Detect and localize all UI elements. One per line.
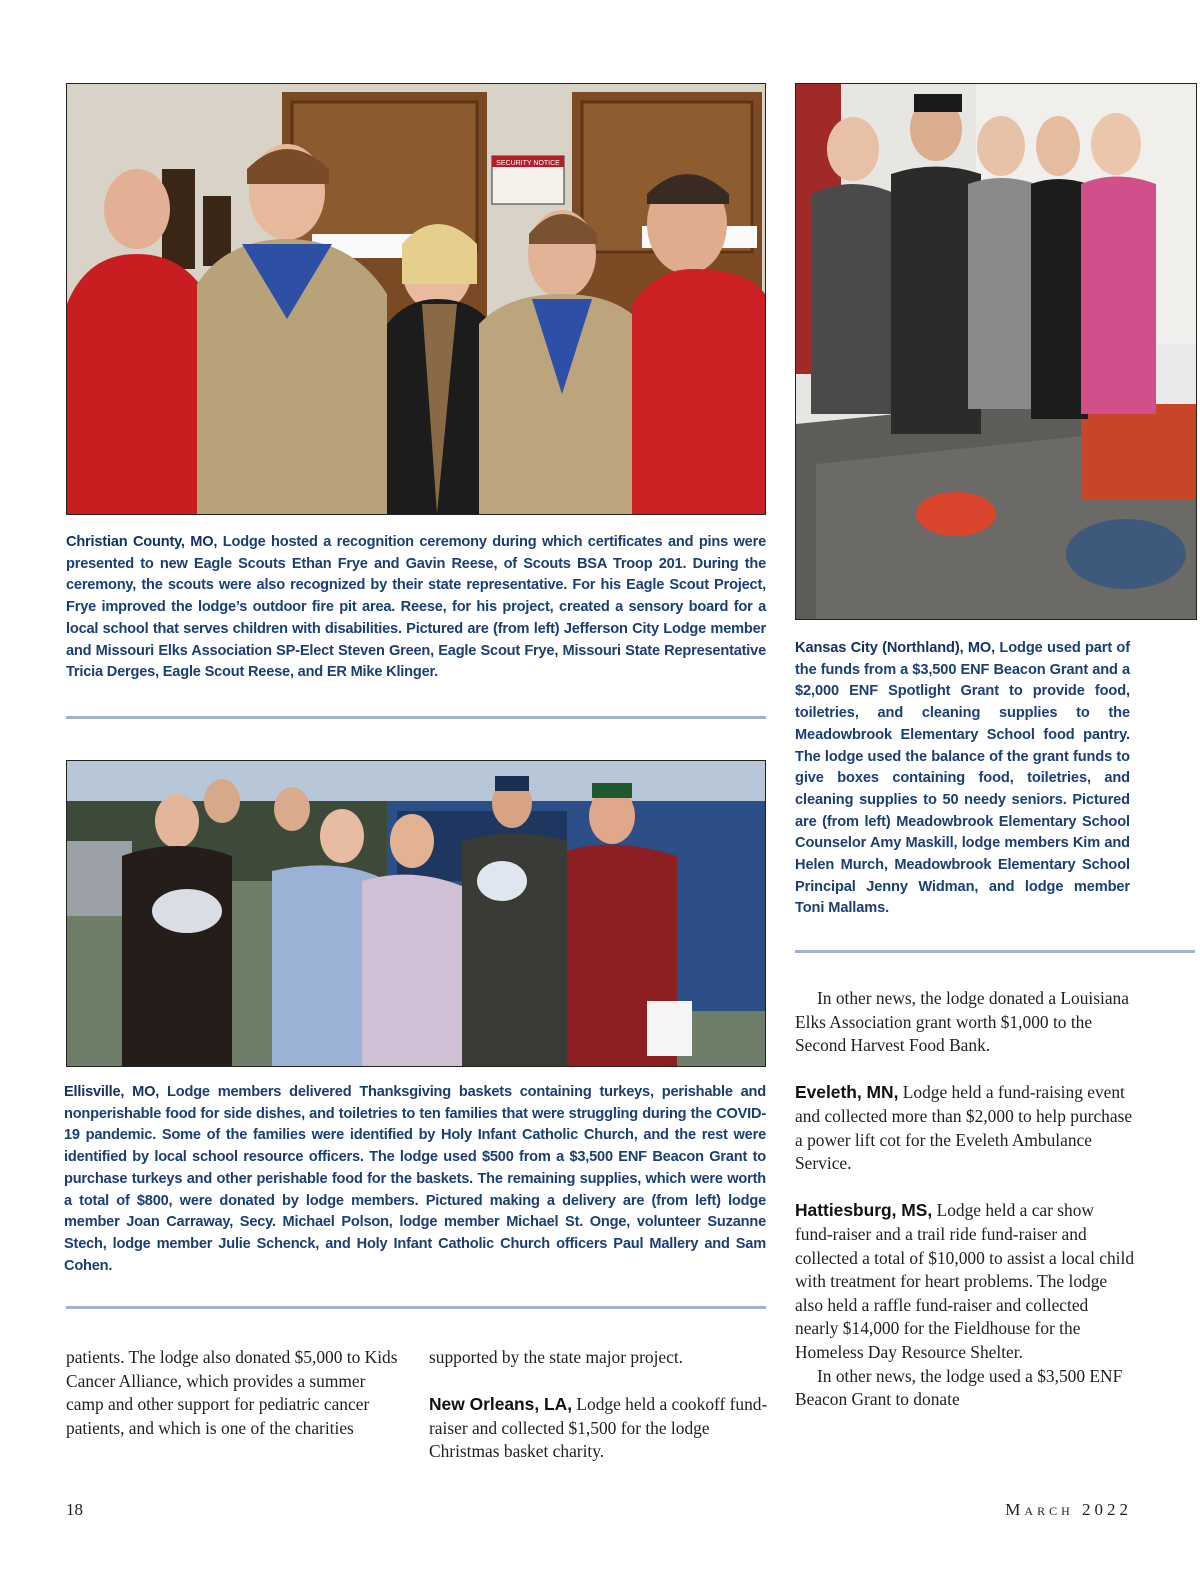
divider-rule-right [795, 950, 1195, 953]
caption-ellisville [64, 1082, 766, 1277]
body-column-right [795, 987, 1135, 1412]
photo-kansas-city-image [796, 84, 1196, 619]
caption-place-christian-county: Christian County, MO, [66, 534, 218, 550]
page-number: 18 [66, 1500, 83, 1519]
text-new-orleans: Lodge held a cookoff fund-raiser and collected $1,500 for the lodge Christmas basket charity. [429, 1394, 768, 1462]
photo-christian-county [66, 83, 766, 515]
body-paragraph-middle-1: supported by the state major project. [429, 1347, 684, 1367]
caption-christian-county [66, 532, 766, 684]
body-paragraph-right-1: In other news, the lodge donated a Louisiana Elks Association grant worth $1,000 to the Second Harvest Food Bank. [795, 988, 1129, 1056]
photo-kansas-city [795, 83, 1197, 620]
caption-text-christian-county: Lodge hosted a recognition ceremony during which certificates and pins were presented to new Eagle Scouts Ethan Frye and Gavin Reese, of Scouts BSA Troop 201. During the ceremony, the scouts were also recognized by their state representative. For his Eagle Scout Project, Frye improved the lodge’s outdoor fire pit area. Reese, for his project, created a sensory board for a local school that serves children with disabilities. Pictured are (from left) Jefferson City Lodge member and Missouri Elks Association SP-Elect Steven Green, Eagle Scout Frye, Missouri State Representative Tricia Derges, Eagle Scout Reese, and ER Mike Klinger. [66, 534, 766, 681]
caption-place-ellisville: Ellisville, MO, [64, 1084, 160, 1100]
photo-ellisville [66, 760, 766, 1067]
body-paragraph-right-last: In other news, the lodge used a $3,500 ENF Beacon Grant to donate [795, 1365, 1123, 1410]
photo-christian-county-image [67, 84, 765, 514]
body-column-middle [429, 1346, 769, 1464]
caption-kansas-city [795, 638, 1130, 920]
place-eveleth: Eveleth, MN, [795, 1082, 899, 1103]
caption-place-kansas-city: Kansas City (Northland), MO, [795, 640, 996, 656]
text-eveleth: Lodge held a fund-raising event and collected more than $2,000 to help purchase a power lift cot for the Eveleth Ambulance Service. [795, 1082, 1133, 1174]
caption-text-ellisville: Lodge members delivered Thanksgiving baskets containing turkeys, perishable and nonperishable food for side dishes, and toiletries to ten families that were struggling during the COVID-19 pandemic. Some of the families were identified by Holy Infant Catholic Church, and the rest were identified by local school resource officers. The lodge used $500 from a $3,500 ENF Beacon Grant to purchase turkeys and other perishable food for the baskets. The remaining supplies, which were worth a total of $800, were donated by lodge members. Pictured making a delivery are (from left) lodge member Joan Carraway, Secy. Michael Polson, lodge member Michael St. Onge, volunteer Suzanne Stech, lodge member Julie Schenck, and Holy Infant Catholic Church officers Paul Mallery and Sam Cohen. [64, 1084, 766, 1274]
caption-text-kansas-city: Lodge used part of the funds from a $3,500 ENF Beacon Grant and a $2,000 ENF Spotlight Grant to provide food, toiletries, and cleaning supplies to the Meadowbrook Elementary School food pantry. The lodge used the balance of the grant funds to give boxes containing food, toiletries, and cleaning supplies to 50 needy seniors. Pictured are (from left) Meadowbrook Elementary School Counselor Amy Maskill, lodge members Kim and Helen Murch, Meadowbrook Elementary School Principal Jenny Widman, and lodge member Toni Mallams. [795, 640, 1130, 917]
body-paragraph-new-orleans [429, 1393, 769, 1464]
divider-rule-left-1 [66, 716, 766, 719]
issue-date: March 2022 [1005, 1500, 1132, 1519]
text-hattiesburg: Lodge held a car show fund-raiser and a trail ride fund-raiser and collected a total of $10,000 to assist a local child with treatment for heart problems. The lodge also held a raffle fund-raiser and collected nearly $14,000 for the Fieldhouse for the Homeless Day Resource Shelter. [795, 1200, 1135, 1362]
body-paragraph-hattiesburg [795, 1199, 1135, 1364]
body-paragraph-left-1: patients. The lodge also donated $5,000 to Kids Cancer Alliance, which provides a summer camp and other support for pediatric cancer patients, and which is one of the charities [66, 1347, 398, 1438]
photo-ellisville-image [67, 761, 765, 1066]
body-column-left [66, 1346, 398, 1440]
place-hattiesburg: Hattiesburg, MS, [795, 1200, 933, 1221]
body-paragraph-eveleth [795, 1081, 1135, 1175]
divider-rule-left-2 [66, 1306, 766, 1309]
security-notice-sign: SECURITY NOTICE [496, 160, 560, 167]
place-new-orleans: New Orleans, LA, [429, 1394, 573, 1415]
